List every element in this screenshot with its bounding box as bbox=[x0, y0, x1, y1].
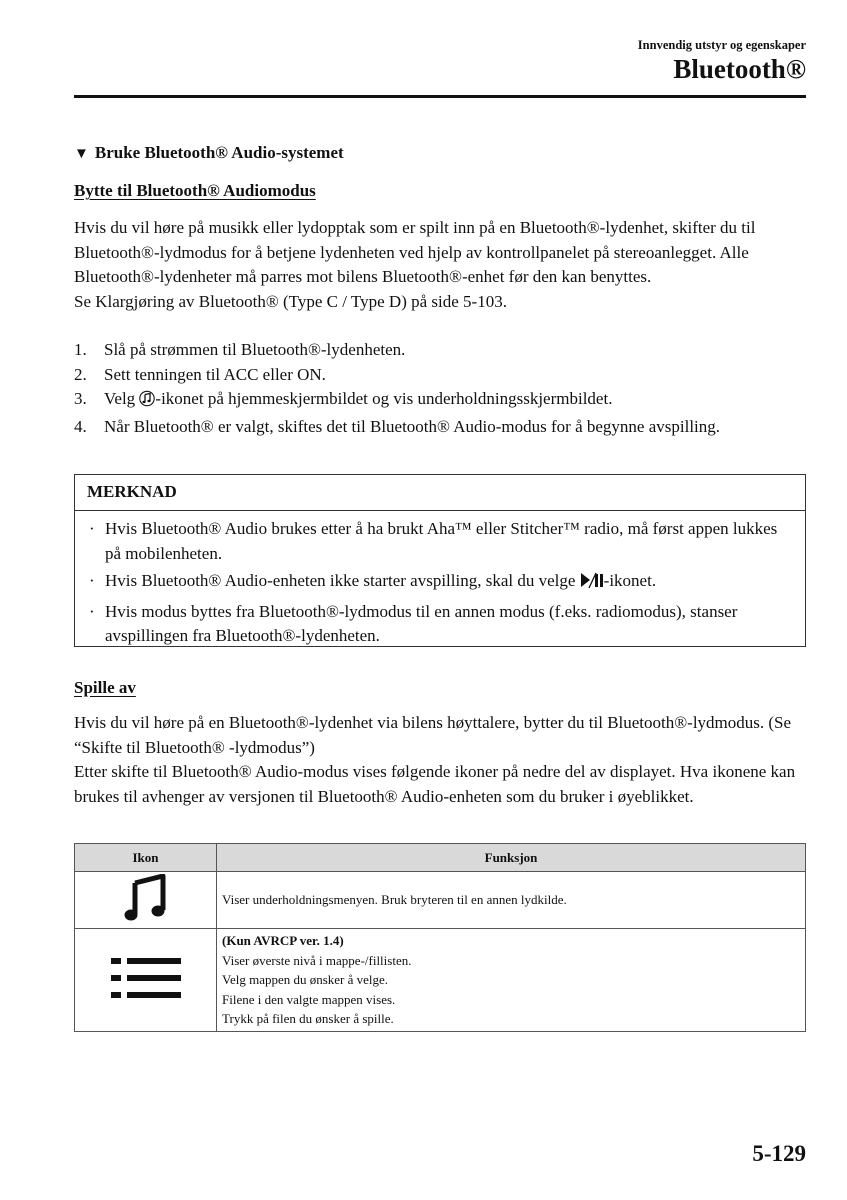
step-item bbox=[74, 415, 814, 440]
switch-mode-text bbox=[74, 216, 814, 314]
note-item-post: -ikonet. bbox=[603, 571, 657, 590]
step-text bbox=[104, 387, 814, 415]
playback-heading: Spille av bbox=[74, 678, 136, 697]
step-text-pre: Velg bbox=[104, 389, 140, 408]
table-icon-cell bbox=[75, 872, 217, 929]
function-text: Filene i den valgte mappen vises. bbox=[222, 991, 396, 1007]
bullet-dot: · bbox=[89, 601, 95, 621]
header-subtitle: Innvendig utstyr og egenskaper bbox=[637, 38, 806, 52]
note-body bbox=[75, 511, 805, 649]
step-item bbox=[74, 363, 814, 388]
step-number: 2. bbox=[74, 364, 87, 384]
table-function-cell bbox=[217, 872, 806, 929]
playback-para1: Hvis du vil høre på en Bluetooth®-lydenhet via bilens høyttalere, bytter du til Bluetooth®-lydmodus. (Se “Skifte til Bluetooth® -lydmodus”) bbox=[74, 713, 792, 757]
playback-text bbox=[74, 711, 814, 809]
note-item-text bbox=[105, 569, 795, 597]
function-text: Viser øverste nivå i mappe-/fillisten. bbox=[222, 952, 412, 968]
section-title: Bruke Bluetooth® Audio-systemet bbox=[94, 143, 344, 162]
section-heading bbox=[74, 143, 344, 163]
note-item-text: Hvis Bluetooth® Audio brukes etter å ha brukt Aha™ eller Stitcher™ radio, må først appen lukkes på mobilenheten. bbox=[105, 519, 778, 563]
step-item bbox=[74, 387, 814, 415]
music-note-icon bbox=[139, 390, 155, 415]
table-row bbox=[75, 929, 806, 1032]
note-item bbox=[87, 569, 795, 597]
table-header-icon: Ikon bbox=[75, 844, 217, 872]
page-number: 5-129 bbox=[752, 1141, 806, 1166]
step-text: Slå på strømmen til Bluetooth®-lydenheten. bbox=[104, 340, 406, 359]
note-item bbox=[87, 517, 795, 566]
function-text: Velg mappen du ønsker å velge. bbox=[222, 972, 389, 987]
step-text: Sett tenningen til ACC eller ON. bbox=[104, 364, 326, 384]
switch-mode-heading: Bytte til Bluetooth® Audiomodus bbox=[74, 181, 316, 200]
icon-function-table bbox=[74, 843, 806, 1032]
header-rule bbox=[74, 95, 806, 98]
table-function-cell bbox=[217, 929, 806, 1032]
list-icon bbox=[111, 988, 181, 1003]
table-header-function: Funksjon bbox=[217, 844, 806, 872]
function-text: Trykk på filen du ønsker å spille. bbox=[222, 1011, 394, 1026]
music-note-icon bbox=[123, 910, 169, 925]
switch-mode-intro: Hvis du vil høre på musikk eller lydopptak som er spilt inn på en Bluetooth®-lydenhet, skifter du til Bluetooth®-lydmodus for å betjene lydenheten ved hjelp av kontrollpanelet på stereoanlegget. Alle Bluetooth®-lydenheter må parres mot bilens Bluetooth®-enhet før den kan benyttes. bbox=[74, 218, 756, 286]
steps-list bbox=[74, 338, 814, 439]
function-text: Viser underholdningsmenyen. Bruk bryteren til en annen lydkilde. bbox=[222, 892, 567, 908]
switch-mode-reference: Se Klargjøring av Bluetooth® (Type C / Type D) på side 5-103. bbox=[74, 291, 507, 311]
playback-para2: Etter skifte til Bluetooth® Audio-modus vises følgende ikoner på nedre del av displayet. Hva ikonene kan brukes til avhenger av versjonen til Bluetooth® Audio-enheten som du bruker i øyeblikket. bbox=[74, 762, 796, 806]
step-number: 1. bbox=[74, 340, 87, 359]
table-row bbox=[75, 872, 806, 929]
section-marker: ▼ bbox=[74, 146, 89, 162]
note-item bbox=[87, 600, 795, 649]
note-item-pre: Hvis Bluetooth® Audio-enheten ikke starter avspilling, skal du velge bbox=[105, 571, 580, 590]
table-icon-cell bbox=[75, 929, 217, 1032]
function-version-note: (Kun AVRCP ver. 1.4) bbox=[222, 933, 344, 948]
step-number: 3. bbox=[74, 389, 87, 408]
bullet-dot: · bbox=[89, 571, 95, 590]
note-item-text: Hvis modus byttes fra Bluetooth®-lydmodus til en annen modus (f.eks. radiomodus), stanser avspillingen fra Bluetooth®-lydenheten. bbox=[105, 601, 738, 645]
bullet-dot: · bbox=[89, 519, 95, 538]
step-item bbox=[74, 338, 814, 363]
note-box bbox=[74, 474, 806, 647]
step-number: 4. bbox=[74, 416, 87, 436]
step-text: Når Bluetooth® er valgt, skiftes det til Bluetooth® Audio-modus for å begynne avspilling. bbox=[104, 416, 721, 436]
page-title: Bluetooth® bbox=[673, 54, 806, 84]
play-pause-icon bbox=[580, 572, 604, 597]
table-header-row bbox=[75, 844, 806, 872]
step-text-post: -ikonet på hjemmeskjermbildet og vis underholdningsskjermbildet. bbox=[155, 389, 613, 408]
note-title: MERKNAD bbox=[75, 475, 805, 511]
